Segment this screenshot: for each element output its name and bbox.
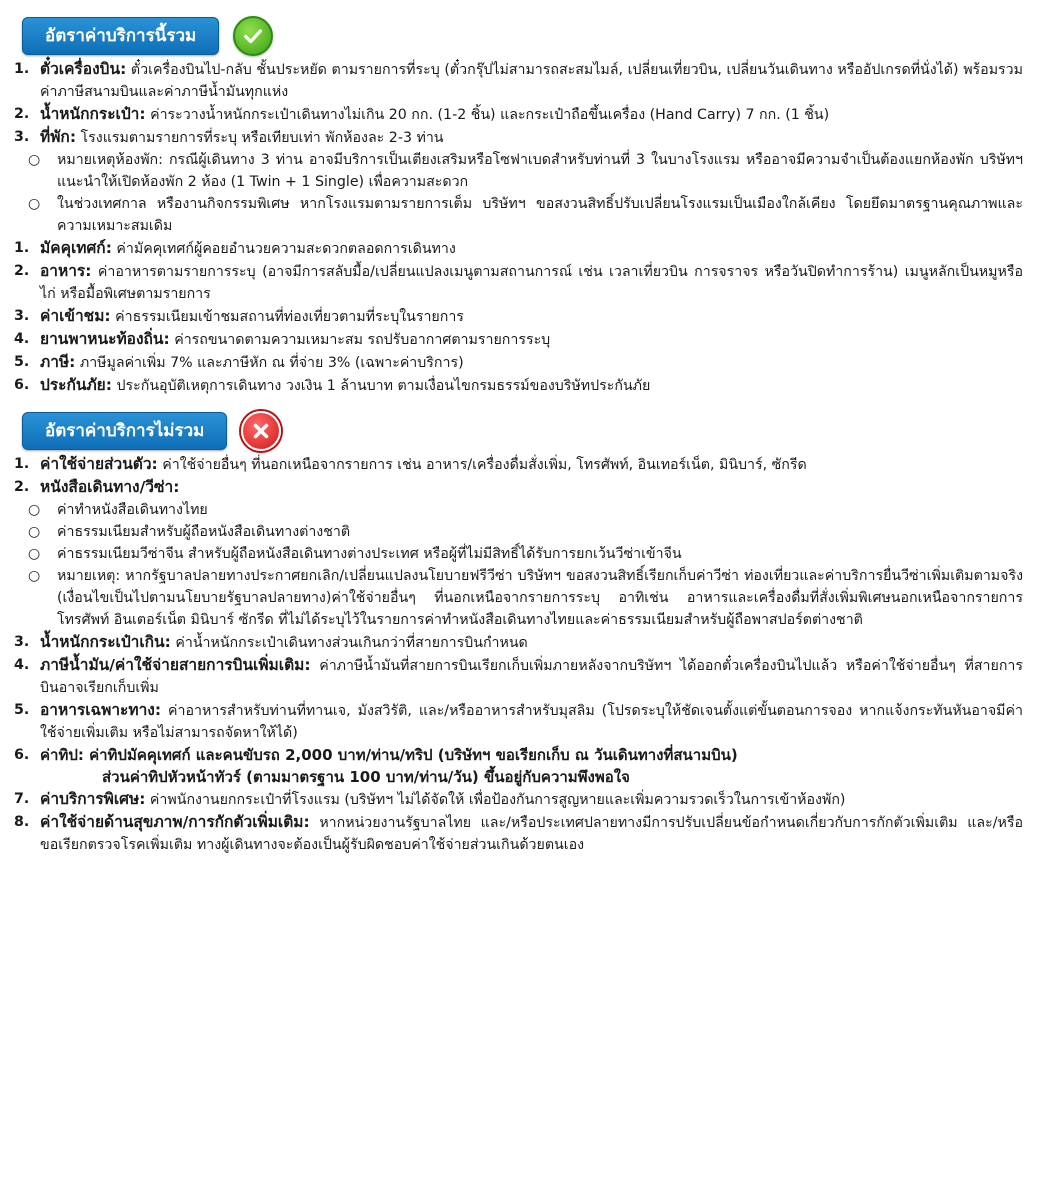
list-item: 1. มัคคุเทศก์: ค่ามัคคุเทศก์ผู้คอยอำนวยความสะดวกตลอดการเดินทาง xyxy=(14,239,456,257)
included-sublist xyxy=(12,149,1023,237)
list-item: ○ ค่าธรรมเนียมวีซ่าจีน สำหรับผู้ถือหนังสือเดินทางต่างประเทศ หรือผู้ที่ไม่มีสิทธิ์ได้รับการยกเว้นวีซ่าเข้าจีน xyxy=(28,546,682,562)
included-list-b xyxy=(12,237,1023,397)
list-item: 3. ที่พัก: โรงแรมตามรายการที่ระบุ หรือเทียบเท่า พักห้องละ 2-3 ท่าน xyxy=(14,128,444,146)
excluded-header xyxy=(22,411,1023,451)
list-item: 5. อาหารเฉพาะทาง: ค่าอาหารสำหรับท่านที่ทานเจ, มังสวิรัติ, และ/หรืออาหารสำหรับมุสลิม (โปรดระบุให้ชัดเจนตั้งแต่ขั้นตอนการจอง หากแจ้งกระทันหันอาจมีค่าใช้จ่ายเพิ่มเติม หรือไม่สามารถจัดหาให้ได้) xyxy=(14,701,1023,741)
list-item: 1. ตั๋วเครื่องบิน: ตั๋วเครื่องบินไป-กลับ ชั้นประหยัด ตามรายการที่ระบุ (ตั๋วกรุ๊ปไม่สามารถสะสมไมล์, เปลี่ยนเที่ยวบิน, เปลี่ยนวันเดินทาง หรืออัปเกรดที่นั่งได้) พร้อมรวมค่าภาษีสนามบินและค่าภาษีน้ำมันทุกแห่ง xyxy=(14,60,1023,100)
list-item: ○ ในช่วงเทศกาล หรืองานกิจกรรมพิเศษ หากโรงแรมตามรายการเต็ม บริษัทฯ ขอสงวนสิทธิ์ปรับเปลี่ยนโรงแรมเป็นเมืองใกล้เคียง โดยยึดมาตรฐานคุณภาพและความเหมาะสมเดิม xyxy=(28,196,1023,234)
included-header xyxy=(22,16,1023,56)
list-item: 6. ประกันภัย: ประกันอุบัติเหตุการเดินทาง วงเงิน 1 ล้านบาท ตามเงื่อนไขกรมธรรม์ของบริษัทประกันภัย xyxy=(14,376,651,394)
list-item: 3. ค่าเข้าชม: ค่าธรรมเนียมเข้าชมสถานที่ท่องเที่ยวตามที่ระบุในรายการ xyxy=(14,307,464,325)
list-item: 2. อาหาร: ค่าอาหารตามรายการระบุ (อาจมีการสลับมื้อ/เปลี่ยนแปลงเมนูตามสถานการณ์ เช่น เวลาเที่ยวบิน การจราจร หรือวันปิดทำการร้าน) เมนูหลักเป็นหมูหรือไก่ หรือมื้อพิเศษตามรายการ xyxy=(14,262,1023,302)
list-item: 7. ค่าบริการพิเศษ: ค่าพนักงานยกกระเป๋าที่โรงแรม (บริษัทฯ ไม่ได้จัดให้ เพื่อป้องกันการสูญหายและเพิ่มความรวดเร็วในการเข้าห้องพัก) xyxy=(14,790,846,808)
list-item: 4. ภาษีน้ำมัน/ค่าใช้จ่ายสายการบินเพิ่มเติม: ค่าภาษีน้ำมันที่สายการบินเรียกเก็บเพิ่มภายหลังจากบริษัทฯ ได้ออกตั๋วเครื่องบินไปแล้ว หรือค่าใช้จ่ายอื่นๆ ที่สายการบินอาจเรียกเก็บเพิ่ม xyxy=(14,656,1023,696)
list-item: ○ หมายเหตุห้องพัก: กรณีผู้เดินทาง 3 ท่าน อาจมีบริการเป็นเตียงเสริมหรือโซฟาเบดสำหรับท่านที่ 3 ในบางโรงแรม หรืออาจมีความจำเป็นต้องแยกห้องพัก บริษัทฯ แนะนำให้เปิดห้องพัก 2 ห้อง (1 Twin + 1 Single) เพื่อความสะดวก xyxy=(28,152,1023,190)
list-item: ○ ค่าทำหนังสือเดินทางไทย xyxy=(28,502,208,518)
tip-item: 6. ค่าทิป: ค่าทิปมัคคุเทศก์ และคนขับรถ 2,000 บาท/ท่าน/ทริป (บริษัทฯ ขอเรียกเก็บ ณ วันเดินทางที่สนามบิน) ส่วนค่าทิปหัวหน้าทัวร์ (ตามมาตรฐาน 100 บาท/ท่าน/วัน) ขึ้นอยู่กับความพึงพอใจ xyxy=(12,744,1023,788)
excluded-list-a xyxy=(12,453,1023,499)
list-item: 8. ค่าใช้จ่ายด้านสุขภาพ/การกักตัวเพิ่มเติม: หากหน่วยงานรัฐบาลไทย และ/หรือประเทศปลายทางมีการปรับเปลี่ยนข้อกำหนดเกี่ยวกับการกักตัวเพิ่มเติม และ/หรือ ขอเรียกตรวจโรคเพิ่มเติม ทางผู้เดินทางจะต้องเป็นผู้รับผิดชอบค่าใช้จ่ายส่วนเกินด้วยตนเอง xyxy=(14,813,1023,853)
tip-line-1: ค่าทิป: ค่าทิปมัคคุเทศก์ และคนขับรถ 2,000 บาท/ท่าน/ทริป (บริษัทฯ ขอเรียกเก็บ ณ วันเดินทางที่สนามบิน) xyxy=(40,746,738,764)
tip-line-2: ส่วนค่าทิปหัวหน้าทัวร์ (ตามมาตรฐาน 100 บาท/ท่าน/วัน) ขึ้นอยู่กับความพึงพอใจ xyxy=(102,768,630,786)
included-list-a xyxy=(12,58,1023,149)
excluded-sublist xyxy=(12,499,1023,631)
list-item: 2. หนังสือเดินทาง/วีซ่า: xyxy=(14,478,180,496)
cross-icon xyxy=(241,411,281,451)
list-item: ○ หมายเหตุ: หากรัฐบาลปลายทางประกาศยกเลิก/เปลี่ยนแปลงนโยบายฟรีวีซ่า บริษัทฯ ขอสงวนสิทธิ์เรียกเก็บค่าวีซ่า ท่องเที่ยวและค่าบริการยื่นวีซ่าเพิ่มเติมตามจริง (เงื่อนไขเป็นไปตามนโยบายรัฐบาลปลายทาง)ค่าใช้จ่ายอื่นๆ ที่นอกเหนือจากรายการระบุ อาทิเช่น อาหารและเครื่องดื่มที่สั่งเพิ่มพิเศษนอกเหนือจากรายการ โทรศัพท์ อินเตอร์เน็ต มินิบาร์ ซักรีด ที่ไม่ได้ระบุไว้ในรายการค่าทำหนังสือเดินทางไทยและค่าธรรมเนียมสำหรับผู้ถือพาสปอร์ตต่างชาติ xyxy=(28,568,1023,628)
list-item: 2. น้ำหนักกระเป๋า: ค่าระวางน้ำหนักกระเป๋าเดินทางไม่เกิน 20 กก. (1-2 ชิ้น) และกระเป๋าถือขึ้นเครื่อง (Hand Carry) 7 กก. (1 ชิ้น) xyxy=(14,105,830,123)
list-item: 4. ยานพาหนะท้องถิ่น: ค่ารถขนาดตามความเหมาะสม รถปรับอากาศตามรายการระบุ xyxy=(14,330,551,348)
list-item: 1. ค่าใช้จ่ายส่วนตัว: ค่าใช้จ่ายอื่นๆ ที่นอกเหนือจากรายการ เช่น อาหาร/เครื่องดื่มสั่งเพิ่ม, โทรศัพท์, อินเทอร์เน็ต, มินิบาร์, ซักรีด xyxy=(14,455,807,473)
list-item: ○ ค่าธรรมเนียมสำหรับผู้ถือหนังสือเดินทางต่างชาติ xyxy=(28,524,351,540)
list-item: 5. ภาษี: ภาษีมูลค่าเพิ่ม 7% และภาษีหัก ณ ที่จ่าย 3% (เฉพาะค่าบริการ) xyxy=(14,353,464,371)
list-item: 3. น้ำหนักกระเป๋าเกิน: ค่าน้ำหนักกระเป๋าเดินทางส่วนเกินกว่าที่สายการบินกำหนด xyxy=(14,633,528,651)
excluded-title: อัตราค่าบริการไม่รวม xyxy=(22,412,227,450)
check-icon xyxy=(233,16,273,56)
excluded-list-b xyxy=(12,631,1023,856)
included-title: อัตราค่าบริการนี้รวม xyxy=(22,17,219,55)
